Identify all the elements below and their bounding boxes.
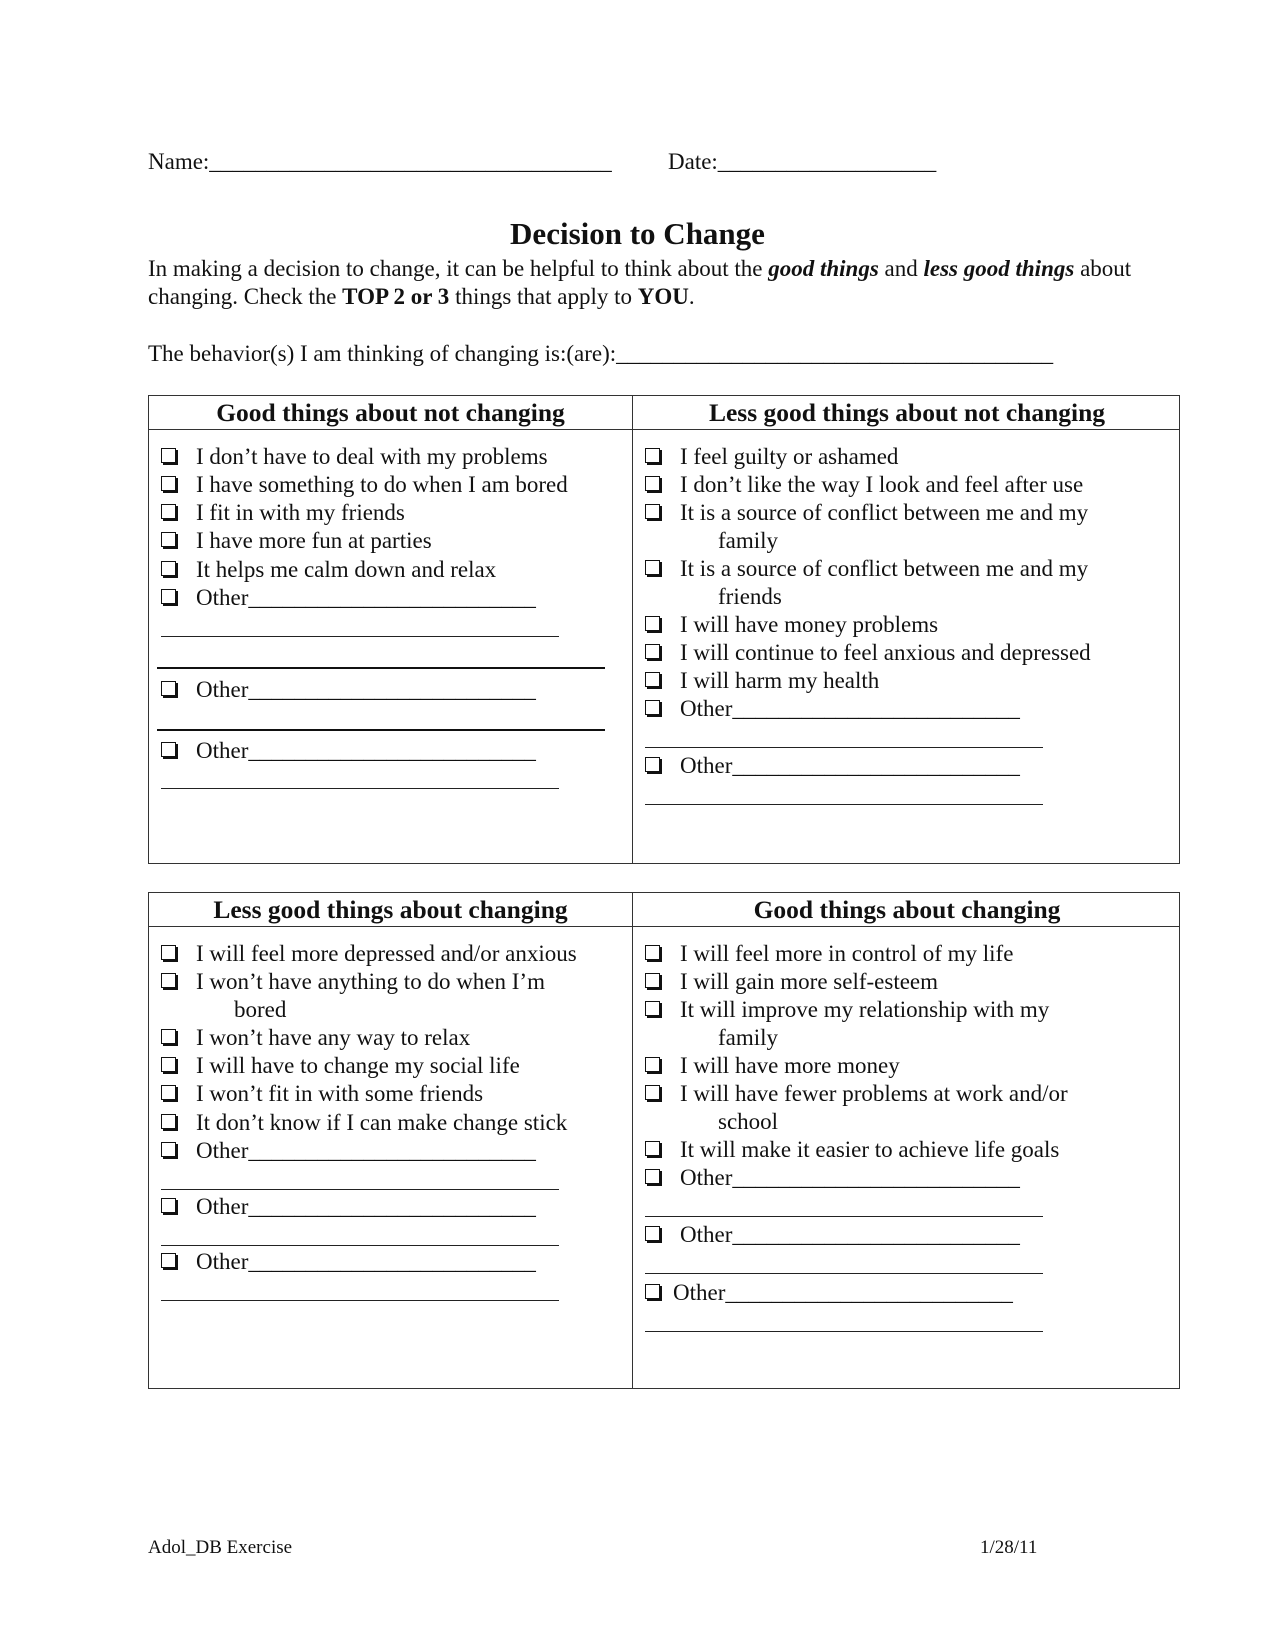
checkbox-icon[interactable] <box>161 1253 176 1268</box>
checkbox-icon[interactable] <box>645 945 660 960</box>
checklist-item[interactable]: I will continue to feel anxious and depressed <box>645 639 1091 667</box>
write-in-line[interactable] <box>645 747 1043 748</box>
checklist-item[interactable]: I don’t like the way I look and feel after use <box>645 471 1083 499</box>
checklist-item[interactable]: I feel guilty or ashamed <box>645 443 898 471</box>
checkbox-icon[interactable] <box>645 973 660 988</box>
checklist-item-continuation: family <box>718 1025 779 1050</box>
checkbox-icon[interactable] <box>161 561 176 576</box>
footer-date: 1/28/11 <box>980 1537 1038 1558</box>
checkbox-icon[interactable] <box>161 1198 176 1213</box>
checklist-item-continuation: school <box>718 1109 779 1134</box>
checklist-item[interactable]: It don’t know if I can make change stick <box>161 1109 567 1137</box>
checkbox-icon[interactable] <box>161 1085 176 1100</box>
footer-label: Adol_DB Exercise <box>148 1537 293 1558</box>
checklist-item-other[interactable]: Other_________________________ <box>645 695 1020 723</box>
checklist-item-continuation: family <box>718 528 779 553</box>
checkbox-icon[interactable] <box>645 1169 660 1184</box>
checkbox-icon[interactable] <box>161 742 176 757</box>
checklist-item-other[interactable]: Other_________________________ <box>645 1164 1020 1192</box>
column-divider <box>632 396 633 863</box>
write-in-line[interactable] <box>645 1216 1043 1217</box>
divider-line <box>157 729 605 731</box>
checklist-item[interactable]: I will have to change my social life <box>161 1052 520 1080</box>
checkbox-icon[interactable] <box>161 1057 176 1072</box>
checkbox-icon[interactable] <box>161 476 176 491</box>
checklist-item-other[interactable]: Other_________________________ <box>161 584 536 612</box>
name-field[interactable]: Name:___________________________________ <box>148 149 612 174</box>
checkbox-icon[interactable] <box>161 532 176 547</box>
checklist-item[interactable]: It will make it easier to achieve life goals <box>645 1136 1059 1164</box>
checklist-item[interactable]: I won’t have anything to do when I’m <box>161 968 545 996</box>
checklist-item[interactable]: I will harm my health <box>645 667 879 695</box>
checklist-item-other[interactable]: Other_________________________ <box>161 1193 536 1221</box>
checklist-item[interactable]: I will have fewer problems at work and/or <box>645 1080 1068 1108</box>
checkbox-icon[interactable] <box>645 757 660 772</box>
checklist-item[interactable]: I will feel more in control of my life <box>645 940 1013 968</box>
checklist-item[interactable]: I will feel more depressed and/or anxious <box>161 940 577 968</box>
checklist-item[interactable]: It will improve my relationship with my <box>645 996 1049 1024</box>
checkbox-icon[interactable] <box>645 1057 660 1072</box>
checklist-item[interactable]: I don’t have to deal with my problems <box>161 443 548 471</box>
checklist-item[interactable]: I will gain more self-esteem <box>645 968 938 996</box>
checkbox-icon[interactable] <box>645 672 660 687</box>
checkbox-icon[interactable] <box>645 1284 660 1299</box>
checklist-item-continuation: friends <box>718 584 782 609</box>
column-header-good-changing: Good things about changing <box>753 895 1061 924</box>
checkbox-icon[interactable] <box>645 1226 660 1241</box>
checklist-item-other[interactable]: Other_________________________ <box>645 752 1020 780</box>
checkbox-icon[interactable] <box>161 504 176 519</box>
checklist-item[interactable]: I won’t have any way to relax <box>161 1024 470 1052</box>
checkbox-icon[interactable] <box>161 945 176 960</box>
column-header-good-not-changing: Good things about not changing <box>216 398 565 427</box>
header-divider <box>149 926 1179 927</box>
write-in-line[interactable] <box>161 1300 559 1301</box>
not-changing-table <box>148 395 1180 864</box>
write-in-line[interactable] <box>161 1189 559 1190</box>
checklist-item-other[interactable]: Other_________________________ <box>645 1279 1013 1307</box>
checklist-item[interactable]: It is a source of conflict between me and my <box>645 499 1088 527</box>
behavior-field[interactable]: The behavior(s) I am thinking of changing is:(are):______________________________________ <box>148 341 1054 366</box>
checklist-item-other[interactable]: Other_________________________ <box>161 737 536 765</box>
write-in-line[interactable] <box>645 1331 1043 1332</box>
checklist-item[interactable]: I have something to do when I am bored <box>161 471 568 499</box>
checkbox-icon[interactable] <box>645 448 660 463</box>
checklist-item-continuation: bored <box>234 997 287 1022</box>
checkbox-icon[interactable] <box>645 700 660 715</box>
column-header-less-good-not-changing: Less good things about not changing <box>708 398 1106 427</box>
column-divider <box>632 893 633 1388</box>
checkbox-icon[interactable] <box>161 1142 176 1157</box>
checkbox-icon[interactable] <box>161 681 176 696</box>
checklist-item-other[interactable]: Other_________________________ <box>161 1248 536 1276</box>
checklist-item[interactable]: I have more fun at parties <box>161 527 432 555</box>
checklist-item[interactable]: It helps me calm down and relax <box>161 556 496 584</box>
checkbox-icon[interactable] <box>645 1085 660 1100</box>
column-header-less-good-changing: Less good things about changing <box>213 895 568 924</box>
write-in-line[interactable] <box>161 788 559 789</box>
page-title: Decision to Change <box>510 216 765 251</box>
write-in-line[interactable] <box>645 804 1043 805</box>
checklist-item[interactable]: I won’t fit in with some friends <box>161 1080 483 1108</box>
checklist-item-other[interactable]: Other_________________________ <box>161 1137 536 1165</box>
divider-line <box>157 667 605 669</box>
checkbox-icon[interactable] <box>645 616 660 631</box>
header-divider <box>149 429 1179 430</box>
checkbox-icon[interactable] <box>645 1141 660 1156</box>
checklist-item[interactable]: It is a source of conflict between me and my <box>645 555 1088 583</box>
checkbox-icon[interactable] <box>161 1114 176 1129</box>
checklist-item[interactable]: I fit in with my friends <box>161 499 405 527</box>
write-in-line[interactable] <box>161 636 559 637</box>
checkbox-icon[interactable] <box>161 448 176 463</box>
checkbox-icon[interactable] <box>161 973 176 988</box>
checkbox-icon[interactable] <box>645 644 660 659</box>
changing-table <box>148 892 1180 1389</box>
intro-paragraph: In making a decision to change, it can be helpful to think about the good things and less good things about changing. Check the TOP 2 or 3 things that apply to YOU. <box>148 256 1132 309</box>
write-in-line[interactable] <box>161 1245 559 1246</box>
checklist-item[interactable]: I will have money problems <box>645 611 938 639</box>
checkbox-icon[interactable] <box>645 1001 660 1016</box>
date-field[interactable]: Date:___________________ <box>668 149 937 174</box>
checklist-item-other[interactable]: Other_________________________ <box>161 676 536 704</box>
checkbox-icon[interactable] <box>161 1029 176 1044</box>
checklist-item-other[interactable]: Other_________________________ <box>645 1221 1020 1249</box>
checkbox-icon[interactable] <box>645 560 660 575</box>
checkbox-icon[interactable] <box>645 504 660 519</box>
checkbox-icon[interactable] <box>161 589 176 604</box>
checklist-item[interactable]: I will have more money <box>645 1052 900 1080</box>
checkbox-icon[interactable] <box>645 476 660 491</box>
write-in-line[interactable] <box>645 1273 1043 1274</box>
